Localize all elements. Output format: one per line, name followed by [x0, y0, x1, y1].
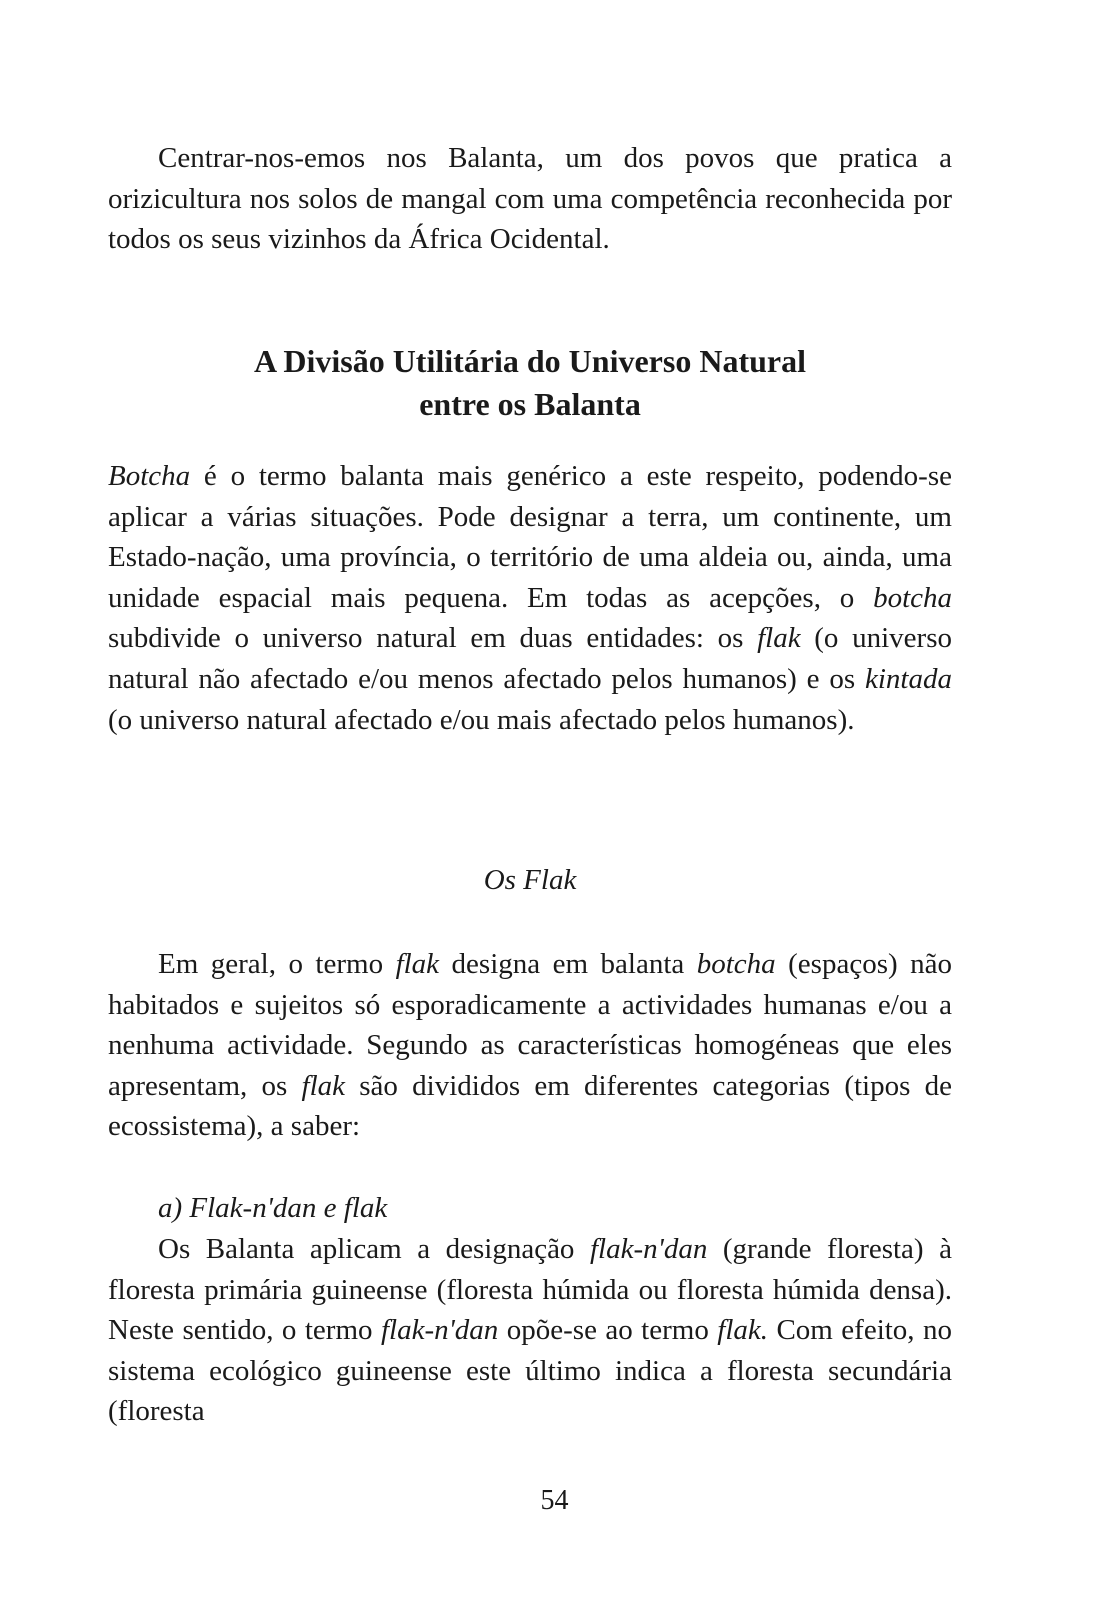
term-flak-ndan: flak-n'dan [589, 1233, 708, 1265]
paragraph-text: opõe-se ao termo [498, 1314, 718, 1347]
term-botcha: botcha [873, 581, 952, 614]
subheading-os-flak: Os Flak [483, 864, 577, 896]
paragraph-text: Com efeito, no sistema ecológico guineense este último indica a floresta secundária (floresta [108, 1314, 952, 1428]
paragraph-text: designa em balanta [439, 948, 697, 980]
paragraph-text: (espaços) não habitados e sujeitos só esporadicamente a actividades humanas e/ou a nenhuma actividade. Segundo as características homogéneas que eles apresentam, os [108, 948, 953, 1102]
term-kintada: kintada [865, 662, 952, 695]
section-heading [108, 340, 952, 426]
term-flak: flak [395, 948, 440, 980]
intro-paragraph: Centrar-nos-emos nos Balanta, um dos povos que pratica a orizicultura nos solos de mangal com uma competência reconhecida por todos os seus vizinhos da África Ocidental. [108, 142, 952, 256]
paragraph-text: (o universo natural afectado e/ou mais afectado pelos humanos). [108, 703, 855, 736]
subsubheading-flak-ndan: a) Flak-n'dan e flak [158, 1192, 388, 1224]
term-flak: flak [301, 1069, 346, 1102]
term-flak-ndan: flak-n'dan [380, 1314, 499, 1347]
page-number: 54 [540, 1485, 569, 1516]
paragraph-text: Os Balanta aplicam a designação [158, 1233, 590, 1265]
paragraph-text: (grande floresta) à floresta primária guineense (floresta húmida ou floresta húmida densa). Neste sentido, o termo [108, 1233, 952, 1347]
term-flak: flak. [717, 1314, 769, 1347]
paragraph-text: são divididos em diferentes categorias (tipos de ecossistema), a saber: [108, 1069, 952, 1143]
term-botcha: botcha [696, 948, 776, 980]
paragraph-text: Em geral, o termo [158, 948, 396, 980]
paragraph-botcha [108, 456, 952, 740]
term-botcha: Botcha [108, 460, 191, 492]
paragraph-flak-ndan [108, 1229, 952, 1432]
paragraph-text: é o termo balanta mais genérico a este respeito, podendo-se aplicar a várias situações. Pode designar a terra, um continente, um Estado-nação, uma província, o território de uma aldeia ou, ainda, uma unidade espacial mais pequena. Em todas as acepções, o [108, 460, 952, 614]
paragraph-text: (o universo natural não afectado e/ou menos afectado pelos humanos) e os [108, 622, 952, 695]
paragraph-flak [108, 944, 952, 1147]
section-heading-line2: entre os Balanta [419, 386, 641, 422]
paragraph-text: subdivide o universo natural em duas entidades: os [108, 622, 758, 655]
term-flak: flak [757, 622, 801, 655]
section-heading-line1: A Divisão Utilitária do Universo Natural [254, 343, 806, 379]
